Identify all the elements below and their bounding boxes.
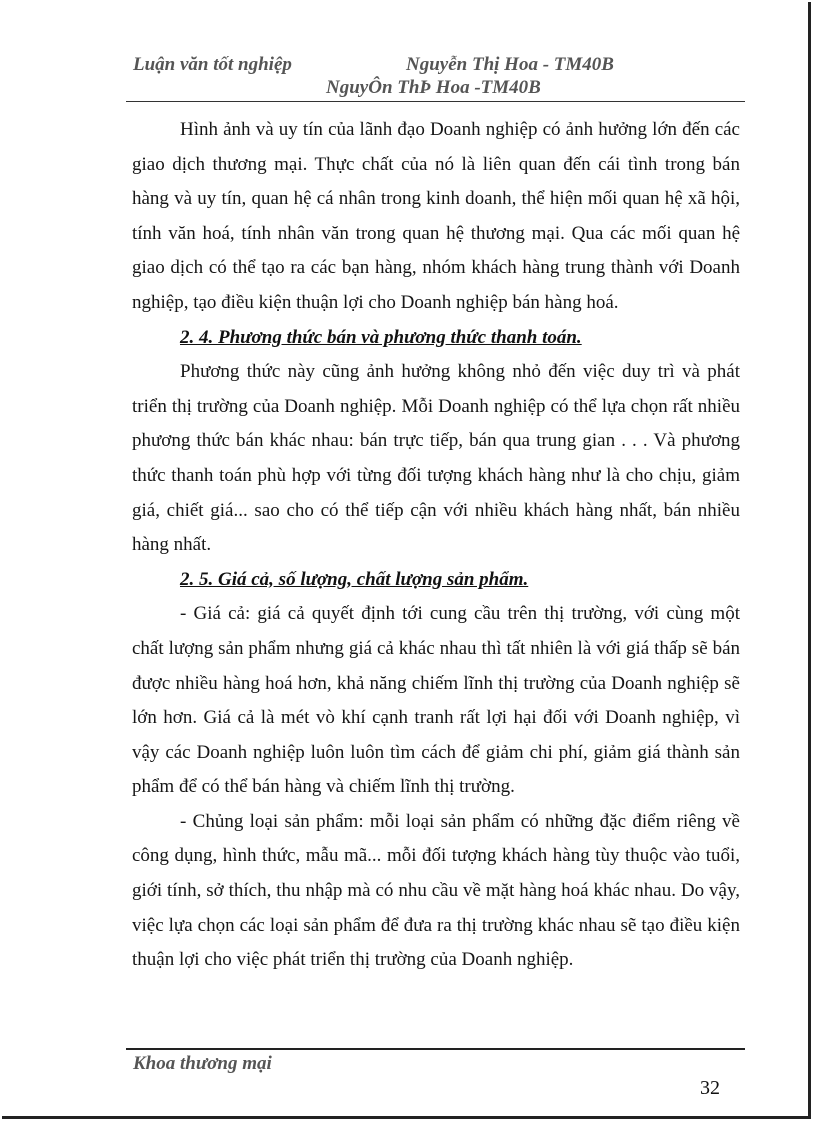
section-heading-2-5: 2. 5. Giá cả, số lượng, chất lượng sản phẩm. — [180, 568, 529, 590]
header-divider — [126, 101, 745, 102]
paragraph-product-types: - Chủng loại sản phẩm: mỗi loại sản phẩm có những đặc điểm riêng về công dụng, hình thức, mẫu mã... mỗi đối tượng khách hàng tùy thuộc vào tuổi, giới tính, sở thích, thu nhập mà có nhu cầu về mặt hàng hoá khác nhau. Do vậy, việc lựa chọn các loại sản phẩm để đưa ra thị trường khác nhau sẽ tạo điều kiện thuận lợi cho việc phát triển thị trường của Doanh nghiệp. — [132, 810, 740, 971]
header-author: Nguyễn Thị Hoa - TM40B — [406, 54, 614, 75]
paragraph-sales-methods: Phương thức này cũng ảnh hưởng không nhỏ đến việc duy trì và phát triển thị trường của Doanh nghiệp. Mỗi Doanh nghiệp có thể lựa chọn rất nhiều phương thức bán khác nhau: bán trực tiếp, bán qua trung gian . . . Và phương thức thanh toán phù hợp với từng đối tượng khách hàng như là cho chịu, giảm giá, chiết giá... sao cho có thể tiếp cận với nhiều khách hàng nhất, bán nhiều hàng nhất. — [132, 361, 740, 556]
footer-divider — [126, 1048, 745, 1050]
paragraph-leadership-reputation: Hình ảnh và uy tín của lãnh đạo Doanh nghiệp có ảnh hưởng lớn đến các giao dịch thương mại. Thực chất của nó là liên quan đến cái tình trong bán hàng và uy tín, quan hệ cá nhân trong kinh doanh, thể hiện mối quan hệ xã hội, tính văn hoá, tính nhân văn trong quan hệ thương mại. Qua các mối quan hệ giao dịch có thể tạo ra các bạn hàng, nhóm khách hàng trung thành với Doanh nghiệp, tạo điều kiện thuận lợi cho Doanh nghiệp bán hàng hoá. — [132, 119, 740, 313]
section-heading-2-4: 2. 4. Phương thức bán và phương thức thanh toán. — [180, 326, 582, 348]
page-number: 32 — [700, 1077, 720, 1099]
document-body — [132, 113, 740, 978]
footer-faculty: Khoa thương mại — [133, 1053, 272, 1074]
header-author-garbled: NguyÔn ThÞ Hoa -TM40B — [326, 77, 541, 98]
header-thesis-label: Luận văn tốt nghiệp — [133, 54, 292, 75]
paragraph-price: - Giá cả: giá cả quyết định tới cung cầu trên thị trường, với cùng một chất lượng sản phẩm nhưng giá cả khác nhau thì tất nhiên là với giá thấp sẽ bán được nhiều hàng hoá hơn, khả năng chiếm lĩnh thị trường của Doanh nghiệp sẽ lớn hơn. Giá cả là mét vò khí cạnh tranh rất lợi hại đối với Doanh nghiệp, vì vậy các Doanh nghiệp luôn luôn tìm cách để giảm chi phí, giảm giá thành sản phẩm để có thể bán hàng và chiếm lĩnh thị trường. — [132, 603, 740, 798]
